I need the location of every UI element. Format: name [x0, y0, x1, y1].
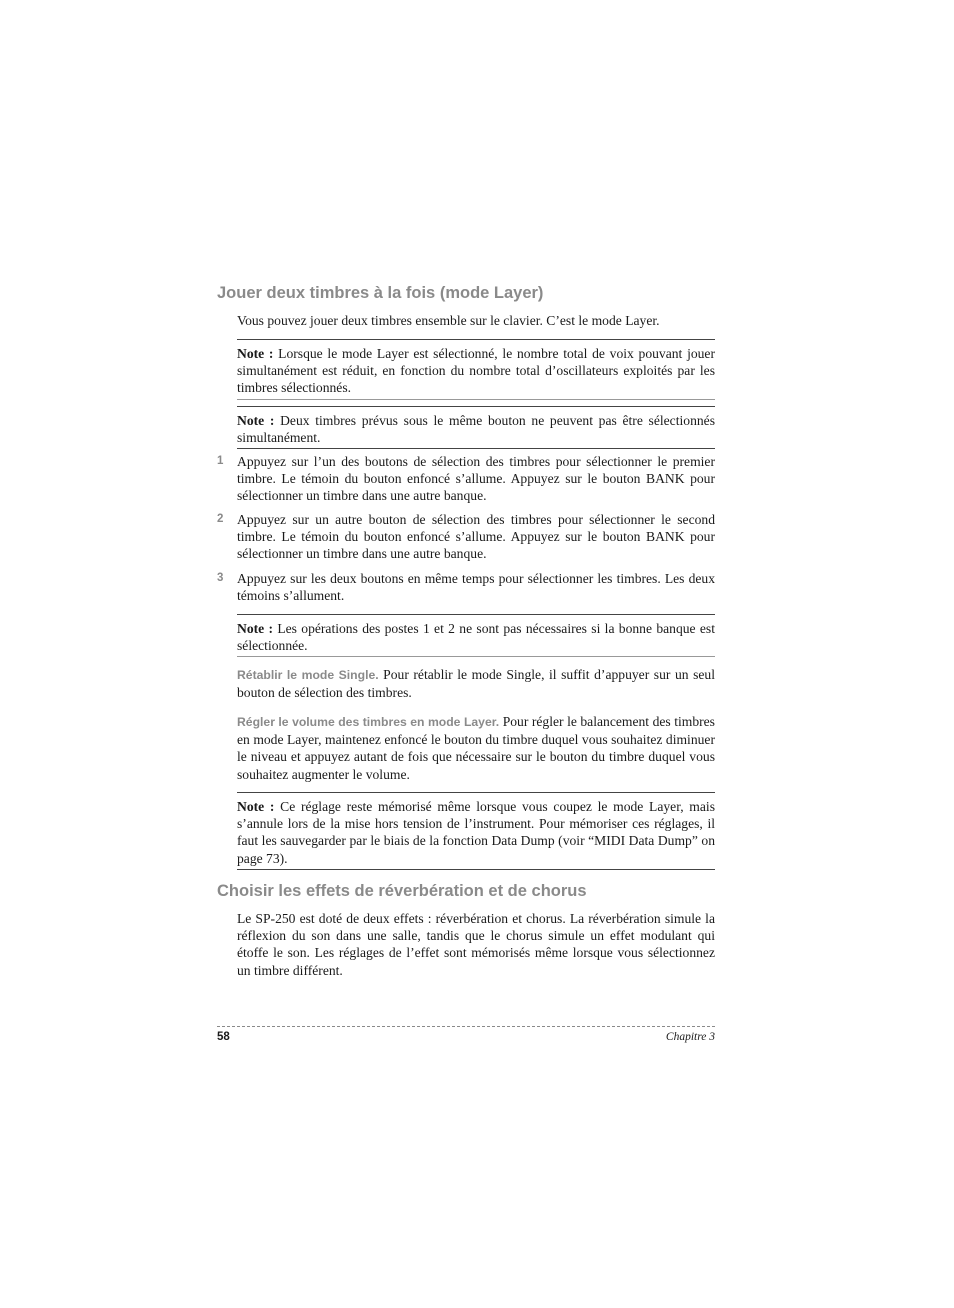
note-same-button-text: Deux timbres prévus sous le même bouton ne peuvent pas être sélectionnés simultanément.	[237, 413, 715, 446]
layer-volume-runin: Régler le volume des timbres en mode Layer.	[237, 715, 500, 729]
effects-text: Le SP-250 est doté de deux effets : réverbération et chorus. La réverbération simule la réflexion du son dans une salle, tandis que le chorus simule un effet modulant qui étoffe le son. Les réglages de l’effet sont mémorisés même lorsque vous sélectionnez un timbre différent.	[237, 911, 715, 978]
note-label: Note :	[237, 621, 274, 636]
step-2	[237, 511, 715, 563]
footer-rule	[217, 1026, 715, 1027]
section-heading-layer: Jouer deux timbres à la fois (mode Layer)	[217, 284, 544, 302]
section-heading-effects: Choisir les effets de réverbération et de chorus	[217, 882, 587, 900]
step-number-3: 3	[217, 572, 224, 584]
page-number: 58	[217, 1031, 230, 1043]
step-3-text: Appuyez sur les deux boutons en même temps pour sélectionner les timbres. Les deux témoins s’allument.	[237, 571, 715, 604]
layer-volume-text: Pour régler le balancement des timbres en mode Layer, maintenez enfoncé le bouton du timbre duquel vous souhaitez diminuer le niveau et appuyez autant de fois que nécessaire sur le bouton du timbre duquel vous souhaitez augmenter le volume.	[237, 714, 715, 782]
note-data-dump	[237, 792, 715, 870]
layer-volume-paragraph	[237, 713, 715, 783]
note-label: Note :	[237, 799, 275, 814]
intro-paragraph	[237, 312, 715, 329]
step-2-text: Appuyez sur un autre bouton de sélection des timbres pour sélectionner le second timbre. Le témoin du bouton enfoncé s’allume. Appuyez sur le bouton BANK pour sélectionner un timbre dans une autre banque.	[237, 512, 715, 562]
single-mode-text: Pour rétablir le mode Single, il suffit d’appuyer sur un seul bouton de sélection des timbres.	[237, 667, 715, 701]
step-3	[237, 570, 715, 604]
chapter-label: Chapitre 3	[665, 1031, 715, 1043]
note-voices-text: Lorsque le mode Layer est sélectionné, le nombre total de voix pouvant jouer simultanément est réduit, en fonction du nombre total d’oscillateurs exploités par les timbres sélectionnés.	[237, 346, 715, 396]
single-mode-runin: Rétablir le mode Single.	[237, 668, 379, 682]
effects-paragraph	[237, 910, 715, 979]
intro-text: Vous pouvez jouer deux timbres ensemble sur le clavier. C’est le mode Layer.	[237, 313, 660, 328]
step-number-1: 1	[217, 455, 224, 467]
note-label: Note :	[237, 413, 275, 428]
note-voices	[237, 339, 715, 400]
step-1-text: Appuyez sur l’un des boutons de sélection des timbres pour sélectionner le premier timbre. Le témoin du bouton enfoncé s’allume. Appuyez sur le bouton BANK pour sélectionner un timbre dans une autre banque.	[237, 454, 715, 504]
note-data-dump-text: Ce réglage reste mémorisé même lorsque vous coupez le mode Layer, mais s’annule lors de la mise hors tension de l’instrument. Pour mémoriser ces réglages, il faut les sauvegarder par le biais de la fonction Data Dump (voir “MIDI Data Dump” on page 73).	[237, 799, 715, 866]
note-banks-text: Les opérations des postes 1 et 2 ne sont pas nécessaires si la bonne banque est sélectionnée.	[237, 621, 715, 654]
step-1	[237, 453, 715, 505]
note-same-button	[237, 406, 715, 449]
single-mode-paragraph	[237, 666, 715, 701]
note-banks	[237, 614, 715, 657]
note-label: Note :	[237, 346, 274, 361]
step-number-2: 2	[217, 513, 224, 525]
